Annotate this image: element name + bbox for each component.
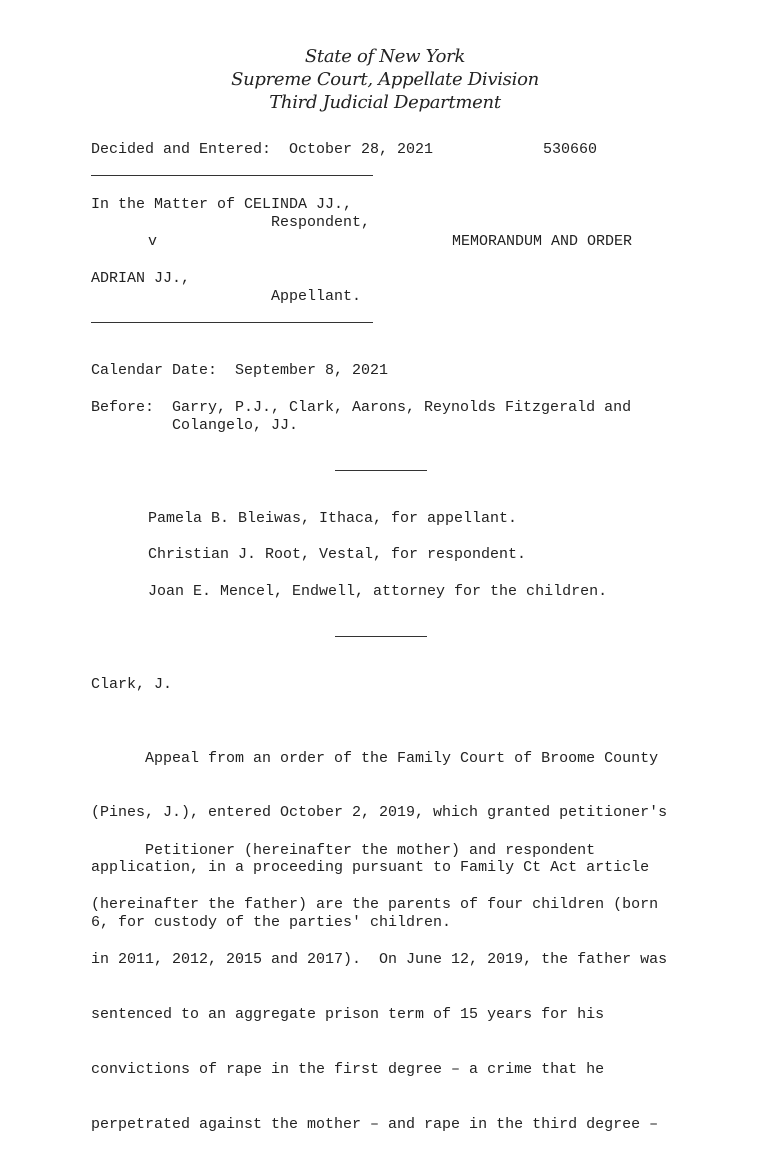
paragraph-line: in 2011, 2012, 2015 and 2017). On June 12, 2019, the father was <box>91 951 668 969</box>
paragraph-line: Appeal from an order of the Family Court of Broome County <box>91 749 659 767</box>
calendar-label: Calendar Date: <box>91 362 218 379</box>
opinion-author: Clark, J. <box>91 676 173 693</box>
paragraph-line: (Pines, J.), entered October 2, 2019, which granted petitioner's <box>91 804 668 822</box>
section-separator-2 <box>335 636 427 637</box>
before-panel-line1: Garry, P.J., Clark, Aarons, Reynolds Fitzgerald and <box>172 399 632 416</box>
counsel-respondent: Christian J. Root, Vestal, for respondent. <box>148 546 527 563</box>
paragraph-line: perpetrated against the mother – and rape in the third degree – <box>91 1116 659 1134</box>
decided-date: October 28, 2021 <box>289 141 434 158</box>
order-type: MEMORANDUM AND ORDER <box>452 233 633 250</box>
court-name: State of New York <box>304 46 466 67</box>
paragraph-line: Petitioner (hereinafter the mother) and respondent <box>91 841 596 859</box>
caption-bottom-rule <box>91 322 373 323</box>
counsel-children: Joan E. Mencel, Endwell, attorney for the children. <box>148 583 608 600</box>
paragraph-line: sentenced to an aggregate prison term of 15 years for his <box>91 1006 605 1024</box>
before-panel-line2: Colangelo, JJ. <box>172 417 299 434</box>
paragraph-line: convictions of rape in the first degree – a crime that he <box>91 1061 605 1079</box>
before-label: Before: <box>91 399 155 416</box>
caption-versus: v <box>148 233 158 250</box>
caption-appellant-role: Appellant. <box>271 288 362 305</box>
paragraph-line: application, in a proceeding pursuant to Family Ct Act article <box>91 859 650 877</box>
court-division: Supreme Court, Appellate Division <box>231 69 539 90</box>
decided-label: Decided and Entered: <box>91 141 272 158</box>
docket-number: 530660 <box>543 141 598 158</box>
caption-appellant-name: ADRIAN JJ., <box>91 270 191 287</box>
opinion-paragraph-2 <box>91 805 691 1153</box>
court-department: Third Judicial Department <box>269 92 501 113</box>
section-separator-1 <box>335 470 427 471</box>
caption-top-rule <box>91 175 373 176</box>
calendar-date: September 8, 2021 <box>235 362 389 379</box>
caption-respondent-role: Respondent, <box>271 214 371 231</box>
counsel-appellant: Pamela B. Bleiwas, Ithaca, for appellant. <box>148 510 518 527</box>
paragraph-line: 6, for custody of the parties' children. <box>91 914 452 932</box>
caption-matter: In the Matter of CELINDA JJ., <box>91 196 353 213</box>
paragraph-line: (hereinafter the father) are the parents of four children (born <box>91 896 659 914</box>
